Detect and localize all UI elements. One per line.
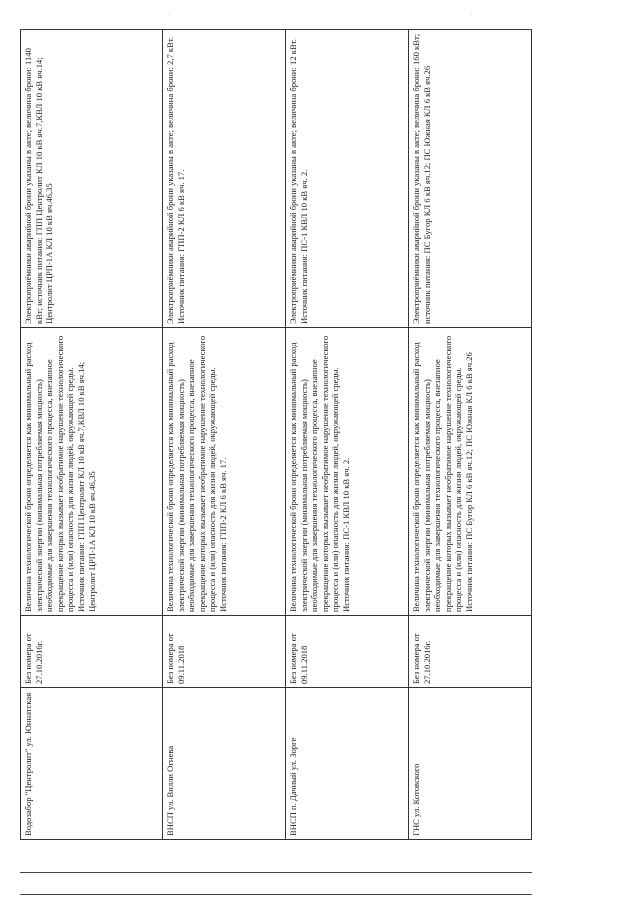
- act-cell: Без номера от 27.10.2016г.: [21, 616, 163, 688]
- scan-speck: ·: [470, 10, 473, 19]
- note-cell: Электроприёмники аварийной брони указаны в акте; величина брони: 1140 кВт; источник питания: ГПП Центролит КЛ 10 кВ яч.7,КВЛ 10 кВ яч.14; Центролит ЦРП-1А КЛ 10 кВ яч.46,35: [21, 30, 163, 328]
- page-rule: [20, 872, 532, 873]
- reservation-table: [20, 29, 532, 840]
- object-cell: ВНСП ул. Вилли Огнева: [163, 688, 286, 840]
- page-rule: [20, 894, 532, 895]
- note-cell: Электроприёмники аварийной брони указаны в акте; величина брони: 12 кВт. Источник питания: ПС-1 КВЛ 10 кВ яч. 2.: [285, 30, 408, 328]
- scan-speck: ·: [168, 10, 171, 19]
- definition-cell: Величина технологической брони определяется как минимальный расход электрической энергии (минимальная потребляемая мощность) необходимые для завершения технологического процесса, внезапное прекращение которых вызывает необратимое нарушение технологического процесса и (или) опасность для жизни людей, окружающей среды. Источник питания: ГПП-2 КЛ 6 кВ яч. 17.: [163, 328, 286, 616]
- rotated-table-wrapper: [20, 30, 532, 840]
- table-row: [408, 30, 531, 840]
- act-cell: Без номера от 27.10.2016г.: [408, 616, 531, 688]
- table-row: [21, 30, 163, 840]
- definition-cell: Величина технологической брони определяется как минимальный расход электрической энергии (минимальная потребляемая мощность) необходимые для завершения технологического процесса, внезапное прекращение которых вызывает необратимое нарушение технологического процесса и (или) опасность для жизни людей, окружающей среды. Источник питания: ПС Бугор КЛ 6 кВ яч.12; ПС Южная КЛ 6 кВ яч.26: [408, 328, 531, 616]
- definition-cell: Величина технологической брони определяется как минимальный расход электрической энергии (минимальная потребляемая мощность) необходимые для завершения технологического процесса, внезапное прекращение которых вызывает необратимое нарушение технологического процесса и (или) опасность для жизни людей, окружающей среды. Источник питания: ГПП Центролит КЛ 10 кВ яч.7,КВЛ 10 кВ яч.14; Центролит ЦРП-1А КЛ 10 кВ яч.46,35: [21, 328, 163, 616]
- object-cell: ВНСП п. Дачный ул. Зорге: [285, 688, 408, 840]
- note-cell: Электроприёмники аварийной брони указаны в акте; величина брони: 160 кВт; источник питания: ПС Бугор КЛ 6 кВ яч.12; ПС Южная КЛ 6 кВ яч.26: [408, 30, 531, 328]
- note-cell: Электроприёмники аварийной брони указаны в акте; величина брони: 2,7 кВт. Источник питания: ГПП-2 КЛ 6 кВ яч. 17.: [163, 30, 286, 328]
- table-row: [163, 30, 286, 840]
- act-cell: Без номера от 09.11.2018: [163, 616, 286, 688]
- object-cell: ГНС ул. Котовского: [408, 688, 531, 840]
- object-cell: Водозабор "Центролит" ул. Юннатская: [21, 688, 163, 840]
- act-cell: Без номера от 09.11.2018: [285, 616, 408, 688]
- table-row: [285, 30, 408, 840]
- definition-cell: Величина технологической брони определяется как минимальный расход электрической энергии (минимальная потребляемая мощность) необходимые для завершения технологического процесса, внезапное прекращение которых вызывает необратимое нарушение технологического процесса и (или) опасность для жизни людей, окружающей среды. Источник питания: ПС-1 КВЛ 10 кВ яч. 2.: [285, 328, 408, 616]
